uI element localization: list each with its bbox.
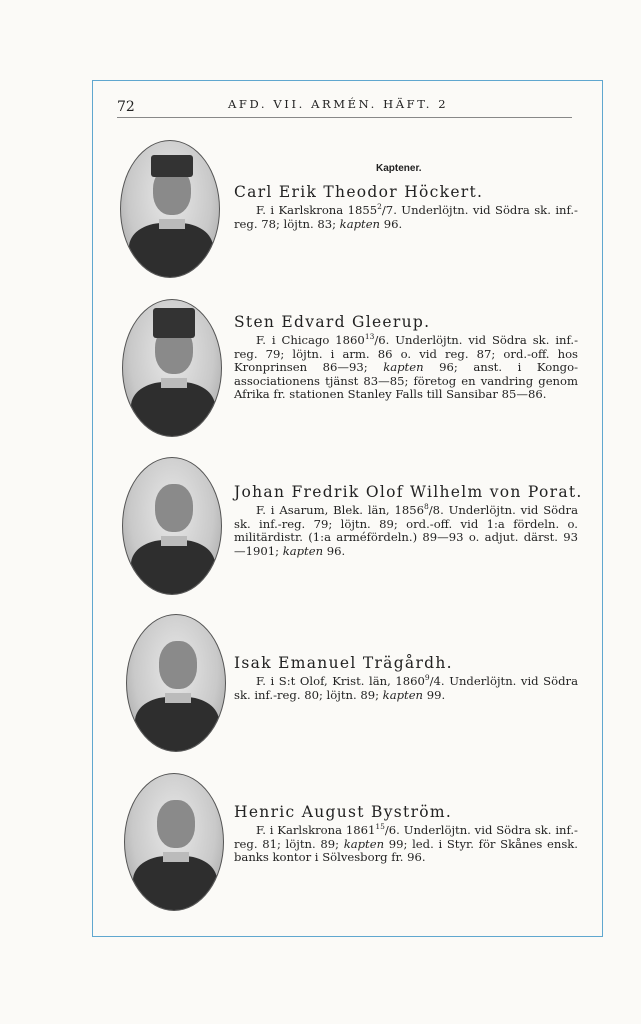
entry-name: Carl Erik Theodor Höckert. — [234, 183, 484, 201]
portrait-hockert — [120, 140, 220, 278]
entry-name: Henric August Byström. — [234, 803, 453, 821]
entry-gleerup — [234, 313, 578, 402]
entry-hockert — [234, 183, 578, 231]
entry-bystrom — [234, 803, 578, 865]
header-rule — [117, 117, 572, 118]
portrait-tragardh — [126, 614, 226, 752]
entry-porat — [234, 483, 583, 558]
portrait-gleerup — [122, 299, 222, 437]
portrait-porat — [122, 457, 222, 595]
entry-bio: F. i Karlskrona 1855$^2$/7. Underlöjtn. vid Södra sk. inf.-reg. 78; löjtn. 83; kapten 96. — [234, 202, 578, 231]
portrait-bystrom — [124, 773, 224, 911]
entry-bio: F. i Asarum, Blek. län, 1856$^8$/8. Underlöjtn. vid Södra sk. inf.-reg. 79; löjtn. 89; ord.-off. vid 1:a fördeln. o. militärdistr. (1:a arméfördeln.) 89—93 o. adjut. därst. 93—1901; kapten 96. — [234, 502, 578, 558]
entry-bio: F. i Karlskrona 1861$^{15}$/6. Underlöjtn. vid Södra sk. inf.-reg. 81; löjtn. 89; kapten 99; led. i Styr. för Skånes ensk. banks kontor i Sölvesborg fr. 96. — [234, 822, 578, 865]
entry-name: Isak Emanuel Trägårdh. — [234, 654, 453, 672]
entry-name: Johan Fredrik Olof Wilhelm von Porat. — [234, 483, 583, 501]
section-title: Kaptener. — [376, 163, 422, 174]
running-head: AFD. VII. ARMÉN. HÄFT. 2 — [228, 97, 449, 111]
entry-tragardh — [234, 654, 578, 702]
entry-bio: F. i S:t Olof, Krist. län, 1860$^9$/4. Underlöjtn. vid Södra sk. inf.-reg. 80; löjtn. 89; kapten 99. — [234, 673, 578, 702]
entry-name: Sten Edvard Gleerup. — [234, 313, 431, 331]
entry-bio: F. i Chicago 1860$^{13}$/6. Underlöjtn. vid Södra sk. inf.-reg. 79; löjtn. i arm. 86 o. vid reg. 87; ord.-off. hos Kronprinsen 86—93; kapten 96; anst. i Kongo-associationens tjänst 83—85; företog en vandring genom Afrika fr. stationen Stanley Falls till Sansibar 85—86. — [234, 332, 578, 402]
page-number: 72 — [117, 99, 135, 115]
